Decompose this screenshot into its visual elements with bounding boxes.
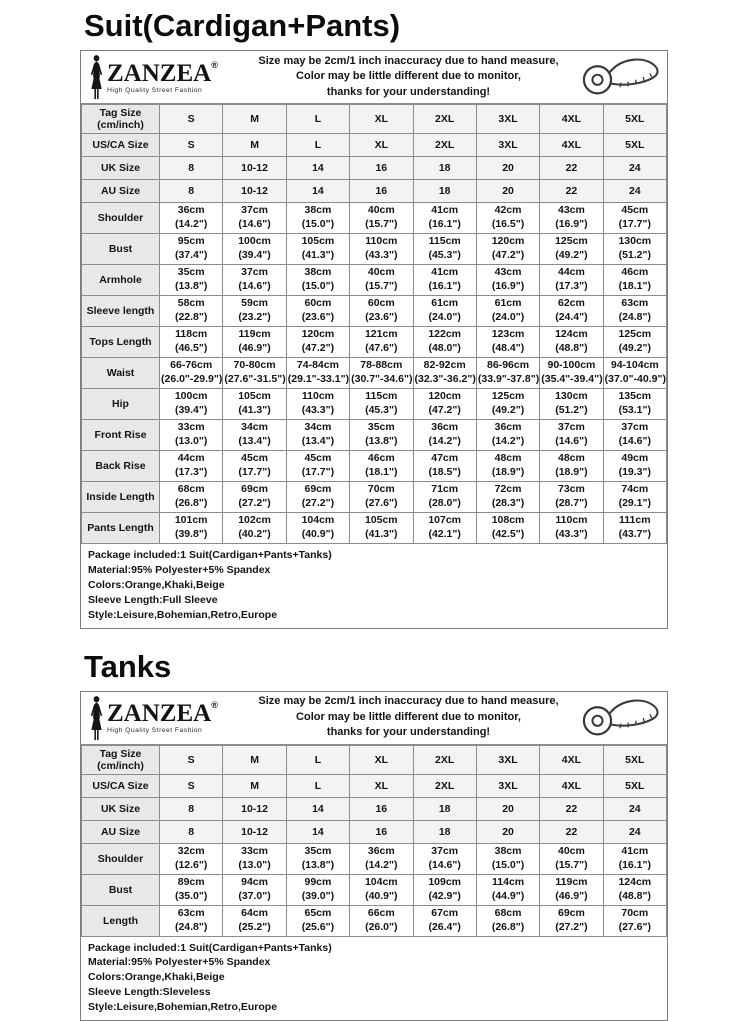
note-style: Style:Leisure,Bohemian,Retro,Europe <box>88 608 278 621</box>
note-sleeve-length: Sleeve Length:Full Sleeve <box>88 593 218 606</box>
size-value-cell: 2XL <box>413 105 476 134</box>
measurement-cell: 65cm (25.6") <box>286 905 349 936</box>
disclaimer-text <box>241 694 576 740</box>
size-system-row <box>82 180 667 203</box>
size-value-cell: S <box>160 745 223 774</box>
size-value-cell: 4XL <box>540 774 603 797</box>
measurement-cell: 61cm (24.0") <box>413 296 476 327</box>
measurement-cell: 111cm (43.7") <box>603 513 666 544</box>
size-value-cell: 16 <box>350 820 413 843</box>
tanks-size-table <box>81 745 667 937</box>
row-label: Length <box>82 905 160 936</box>
size-value-cell: 14 <box>286 157 349 180</box>
size-value-cell: S <box>160 134 223 157</box>
measurement-cell: 38cm (15.0") <box>476 843 539 874</box>
size-value-cell: 4XL <box>540 745 603 774</box>
row-label: Bust <box>82 234 160 265</box>
size-value-cell: L <box>286 105 349 134</box>
measurement-row <box>82 420 667 451</box>
size-value-cell: 18 <box>413 180 476 203</box>
size-value-cell: 3XL <box>476 134 539 157</box>
measurement-cell: 45cm (17.7") <box>286 451 349 482</box>
brand-banner <box>81 692 667 745</box>
measurement-cell: 118cm (46.5") <box>160 327 223 358</box>
row-label: Front Rise <box>82 420 160 451</box>
size-system-row <box>82 105 667 134</box>
measurement-cell: 70cm (27.6") <box>603 905 666 936</box>
size-value-cell: 2XL <box>413 774 476 797</box>
measurement-cell: 102cm (40.2") <box>223 513 286 544</box>
size-value-cell: 14 <box>286 820 349 843</box>
measurement-cell: 38cm (15.0") <box>286 203 349 234</box>
measurement-cell: 38cm (15.0") <box>286 265 349 296</box>
measurement-cell: 66-76cm (26.0"-29.9") <box>160 358 223 389</box>
measurement-cell: 100cm (39.4") <box>160 389 223 420</box>
row-label: US/CA Size <box>82 134 160 157</box>
measurement-row <box>82 482 667 513</box>
row-label: Bust <box>82 874 160 905</box>
measurement-cell: 49cm (19.3") <box>603 451 666 482</box>
measurement-cell: 37cm (14.6") <box>540 420 603 451</box>
measurement-cell: 105cm (41.3") <box>350 513 413 544</box>
measurement-cell: 36cm (14.2") <box>476 420 539 451</box>
measurement-cell: 125cm (49.2") <box>603 327 666 358</box>
measurement-cell: 34cm (13.4") <box>223 420 286 451</box>
measurement-cell: 74cm (29.1") <box>603 482 666 513</box>
measurement-cell: 119cm (46.9") <box>223 327 286 358</box>
size-value-cell: 5XL <box>603 105 666 134</box>
size-value-cell: 10-12 <box>223 797 286 820</box>
measurement-cell: 42cm (16.5") <box>476 203 539 234</box>
measurement-cell: 115cm (45.3") <box>413 234 476 265</box>
measurement-cell: 130cm (51.2") <box>603 234 666 265</box>
measurement-cell: 110cm (43.3") <box>350 234 413 265</box>
measurement-cell: 35cm (13.8") <box>286 843 349 874</box>
size-value-cell: L <box>286 745 349 774</box>
size-value-cell: XL <box>350 105 413 134</box>
note-sleeve-length: Sleeve Length:Sleveless <box>88 986 211 999</box>
size-value-cell: 5XL <box>603 774 666 797</box>
measurement-cell: 115cm (45.3") <box>350 389 413 420</box>
measurement-cell: 37cm (14.6") <box>603 420 666 451</box>
disclaimer-line: thanks for your understanding! <box>326 726 491 739</box>
measuring-tape-icon <box>576 54 662 100</box>
measurement-cell: 45cm (17.7") <box>603 203 666 234</box>
size-value-cell: 20 <box>476 157 539 180</box>
measurement-cell: 60cm (23.6") <box>350 296 413 327</box>
measurement-cell: 90-100cm (35.4"-39.4") <box>540 358 603 389</box>
measurement-cell: 37cm (14.6") <box>223 265 286 296</box>
measuring-tape-icon <box>576 695 662 741</box>
measurement-cell: 48cm (18.9") <box>540 451 603 482</box>
brand-tagline: High Quality Street Fashion <box>107 727 203 735</box>
disclaimer-line: Color may be little different due to monitor, <box>296 70 521 83</box>
measurement-cell: 35cm (13.8") <box>350 420 413 451</box>
size-value-cell: 20 <box>476 797 539 820</box>
size-value-cell: S <box>160 105 223 134</box>
measurement-cell: 105cm (41.3") <box>223 389 286 420</box>
row-label: UK Size <box>82 157 160 180</box>
note-material: Material:95% Polyester+5% Spandex <box>88 563 271 576</box>
measurement-cell: 32cm (12.6") <box>160 843 223 874</box>
measurement-row <box>82 389 667 420</box>
size-value-cell: M <box>223 105 286 134</box>
measurement-row <box>82 327 667 358</box>
size-value-cell: 24 <box>603 820 666 843</box>
size-value-cell: 8 <box>160 797 223 820</box>
measurement-cell: 78-88cm (30.7"-34.6") <box>350 358 413 389</box>
disclaimer-line: Color may be little different due to monitor, <box>296 710 521 723</box>
measurement-cell: 41cm (16.1") <box>603 843 666 874</box>
measurement-cell: 120cm (47.2") <box>286 327 349 358</box>
measurement-cell: 40cm (15.7") <box>350 265 413 296</box>
measurement-cell: 69cm (27.2") <box>540 905 603 936</box>
measurement-cell: 45cm (17.7") <box>223 451 286 482</box>
measurement-cell: 100cm (39.4") <box>223 234 286 265</box>
measurement-cell: 61cm (24.0") <box>476 296 539 327</box>
measurement-cell: 62cm (24.4") <box>540 296 603 327</box>
size-value-cell: 20 <box>476 820 539 843</box>
suit-product-notes <box>81 544 667 628</box>
measurement-cell: 122cm (48.0") <box>413 327 476 358</box>
size-system-row <box>82 157 667 180</box>
size-value-cell: 22 <box>540 157 603 180</box>
size-value-cell: 2XL <box>413 134 476 157</box>
row-label: UK Size <box>82 797 160 820</box>
size-value-cell: M <box>223 745 286 774</box>
measurement-cell: 58cm (22.8") <box>160 296 223 327</box>
measurement-cell: 124cm (48.8") <box>603 874 666 905</box>
disclaimer-line: Size may be 2cm/1 inch inaccuracy due to hand measure, <box>258 54 559 67</box>
suit-size-chart-panel <box>80 50 668 629</box>
measurement-cell: 63cm (24.8") <box>160 905 223 936</box>
size-value-cell: 3XL <box>476 105 539 134</box>
brand-text <box>107 701 218 734</box>
measurement-cell: 48cm (18.9") <box>476 451 539 482</box>
size-value-cell: 14 <box>286 797 349 820</box>
measurement-cell: 41cm (16.1") <box>413 265 476 296</box>
measurement-row <box>82 874 667 905</box>
note-package: Package included:1 Suit(Cardigan+Pants+Tanks) <box>88 549 332 561</box>
size-value-cell: 16 <box>350 797 413 820</box>
size-value-cell: 10-12 <box>223 157 286 180</box>
measurement-cell: 89cm (35.0") <box>160 874 223 905</box>
measurement-cell: 94cm (37.0") <box>223 874 286 905</box>
measurement-cell: 99cm (39.0") <box>286 874 349 905</box>
measurement-cell: 46cm (18.1") <box>350 451 413 482</box>
disclaimer-line: Size may be 2cm/1 inch inaccuracy due to hand measure, <box>258 695 559 708</box>
note-package: Package included:1 Suit(Cardigan+Pants+Tanks) <box>88 941 332 954</box>
registered-mark: ® <box>211 700 218 711</box>
size-value-cell: 18 <box>413 797 476 820</box>
measurement-cell: 135cm (53.1") <box>603 389 666 420</box>
measurement-cell: 64cm (25.2") <box>223 905 286 936</box>
measurement-cell: 68cm (26.8") <box>476 905 539 936</box>
measurement-cell: 71cm (28.0") <box>413 482 476 513</box>
size-value-cell: XL <box>350 774 413 797</box>
brand-banner <box>81 51 667 104</box>
row-label: Tag Size (cm/inch) <box>82 105 160 134</box>
row-label: Inside Length <box>82 482 160 513</box>
row-label: Back Rise <box>82 451 160 482</box>
measurement-cell: 107cm (42.1") <box>413 513 476 544</box>
row-label: AU Size <box>82 820 160 843</box>
brand-logo <box>81 695 241 741</box>
size-system-row <box>82 134 667 157</box>
measurement-cell: 94-104cm (37.0"-40.9") <box>603 358 666 389</box>
measurement-cell: 104cm (40.9") <box>350 874 413 905</box>
measurement-cell: 36cm (14.2") <box>413 420 476 451</box>
size-value-cell: L <box>286 134 349 157</box>
measurement-row <box>82 451 667 482</box>
measurement-cell: 123cm (48.4") <box>476 327 539 358</box>
size-value-cell: 5XL <box>603 745 666 774</box>
size-value-cell: 4XL <box>540 105 603 134</box>
row-label: Sleeve length <box>82 296 160 327</box>
disclaimer-line: thanks for your understanding! <box>326 85 491 98</box>
measurement-cell: 37cm (14.6") <box>223 203 286 234</box>
disclaimer-text <box>241 54 576 100</box>
size-value-cell: 5XL <box>603 134 666 157</box>
suit-size-table <box>81 104 667 544</box>
size-value-cell: 10-12 <box>223 180 286 203</box>
measurement-cell: 37cm (14.6") <box>413 843 476 874</box>
measurement-cell: 101cm (39.8") <box>160 513 223 544</box>
measurement-cell: 34cm (13.4") <box>286 420 349 451</box>
woman-silhouette-icon <box>88 695 105 741</box>
measurement-row <box>82 234 667 265</box>
measurement-row <box>82 513 667 544</box>
size-system-row <box>82 820 667 843</box>
row-label: AU Size <box>82 180 160 203</box>
size-value-cell: 24 <box>603 180 666 203</box>
measurement-cell: 125cm (49.2") <box>476 389 539 420</box>
brand-name: ZANZEA® <box>107 700 218 728</box>
measurement-row <box>82 265 667 296</box>
size-system-row <box>82 774 667 797</box>
measurement-cell: 40cm (15.7") <box>350 203 413 234</box>
size-system-row <box>82 745 667 774</box>
measurement-cell: 36cm (14.2") <box>160 203 223 234</box>
size-value-cell: 22 <box>540 797 603 820</box>
page-title-tanks: Tanks <box>84 648 172 684</box>
note-colors: Colors:Orange,Khaki,Beige <box>88 971 225 984</box>
size-value-cell: M <box>223 774 286 797</box>
size-value-cell: 20 <box>476 180 539 203</box>
measurement-row <box>82 203 667 234</box>
measurement-cell: 35cm (13.8") <box>160 265 223 296</box>
row-label: Tops Length <box>82 327 160 358</box>
measurement-cell: 130cm (51.2") <box>540 389 603 420</box>
size-value-cell: L <box>286 774 349 797</box>
tanks-product-notes <box>81 937 667 1021</box>
measurement-cell: 69cm (27.2") <box>286 482 349 513</box>
size-value-cell: 14 <box>286 180 349 203</box>
measurement-cell: 43cm (16.9") <box>540 203 603 234</box>
measurement-row <box>82 296 667 327</box>
measurement-cell: 82-92cm (32.3"-36.2") <box>413 358 476 389</box>
row-label: Hip <box>82 389 160 420</box>
measurement-cell: 114cm (44.9") <box>476 874 539 905</box>
size-value-cell: S <box>160 774 223 797</box>
measurement-cell: 63cm (24.8") <box>603 296 666 327</box>
registered-mark: ® <box>211 59 218 70</box>
brand-name: ZANZEA® <box>107 59 218 87</box>
measurement-cell: 73cm (28.7") <box>540 482 603 513</box>
size-system-row <box>82 797 667 820</box>
measurement-cell: 109cm (42.9") <box>413 874 476 905</box>
measurement-cell: 86-96cm (33.9"-37.8") <box>476 358 539 389</box>
measurement-row <box>82 843 667 874</box>
measurement-cell: 43cm (16.9") <box>476 265 539 296</box>
measurement-cell: 104cm (40.9") <box>286 513 349 544</box>
note-material: Material:95% Polyester+5% Spandex <box>88 956 271 969</box>
row-label: Shoulder <box>82 203 160 234</box>
measurement-cell: 44cm (17.3") <box>160 451 223 482</box>
brand-tagline: High Quality Street Fashion <box>107 86 203 94</box>
measurement-cell: 46cm (18.1") <box>603 265 666 296</box>
page-title-suit: Suit(Cardigan+Pants) <box>84 8 401 43</box>
measurement-cell: 41cm (16.1") <box>413 203 476 234</box>
measurement-cell: 119cm (46.9") <box>540 874 603 905</box>
size-value-cell: M <box>223 134 286 157</box>
measurement-cell: 33cm (13.0") <box>223 843 286 874</box>
size-value-cell: 8 <box>160 180 223 203</box>
size-value-cell: 24 <box>603 797 666 820</box>
measurement-cell: 121cm (47.6") <box>350 327 413 358</box>
measurement-cell: 70cm (27.6") <box>350 482 413 513</box>
measurement-row <box>82 905 667 936</box>
size-value-cell: 2XL <box>413 745 476 774</box>
measurement-cell: 110cm (43.3") <box>286 389 349 420</box>
measurement-cell: 44cm (17.3") <box>540 265 603 296</box>
measurement-cell: 74-84cm (29.1"-33.1") <box>286 358 349 389</box>
measurement-cell: 108cm (42.5") <box>476 513 539 544</box>
size-value-cell: 18 <box>413 157 476 180</box>
measurement-cell: 72cm (28.3") <box>476 482 539 513</box>
row-label: Armhole <box>82 265 160 296</box>
size-value-cell: 16 <box>350 157 413 180</box>
row-label: US/CA Size <box>82 774 160 797</box>
size-value-cell: 4XL <box>540 134 603 157</box>
size-value-cell: 8 <box>160 157 223 180</box>
row-label: Shoulder <box>82 843 160 874</box>
measurement-cell: 36cm (14.2") <box>350 843 413 874</box>
size-value-cell: 22 <box>540 180 603 203</box>
measurement-cell: 124cm (48.8") <box>540 327 603 358</box>
row-label: Waist <box>82 358 160 389</box>
measurement-cell: 60cm (23.6") <box>286 296 349 327</box>
size-value-cell: XL <box>350 745 413 774</box>
row-label: Tag Size (cm/inch) <box>82 745 160 774</box>
brand-text <box>107 61 218 94</box>
size-value-cell: 18 <box>413 820 476 843</box>
measurement-cell: 68cm (26.8") <box>160 482 223 513</box>
size-value-cell: 3XL <box>476 774 539 797</box>
measurement-row <box>82 358 667 389</box>
measurement-cell: 125cm (49.2") <box>540 234 603 265</box>
measurement-cell: 40cm (15.7") <box>540 843 603 874</box>
size-value-cell: 16 <box>350 180 413 203</box>
note-colors: Colors:Orange,Khaki,Beige <box>88 578 225 591</box>
size-value-cell: 3XL <box>476 745 539 774</box>
measurement-cell: 105cm (41.3") <box>286 234 349 265</box>
measurement-cell: 120cm (47.2") <box>413 389 476 420</box>
size-value-cell: XL <box>350 134 413 157</box>
measurement-cell: 69cm (27.2") <box>223 482 286 513</box>
size-value-cell: 22 <box>540 820 603 843</box>
measurement-cell: 110cm (43.3") <box>540 513 603 544</box>
measurement-cell: 47cm (18.5") <box>413 451 476 482</box>
measurement-cell: 120cm (47.2") <box>476 234 539 265</box>
measurement-cell: 59cm (23.2") <box>223 296 286 327</box>
measurement-cell: 66cm (26.0") <box>350 905 413 936</box>
size-value-cell: 24 <box>603 157 666 180</box>
measurement-cell: 95cm (37.4") <box>160 234 223 265</box>
measurement-cell: 33cm (13.0") <box>160 420 223 451</box>
measurement-cell: 67cm (26.4") <box>413 905 476 936</box>
size-value-cell: 10-12 <box>223 820 286 843</box>
size-value-cell: 8 <box>160 820 223 843</box>
brand-logo <box>81 54 241 100</box>
note-style: Style:Leisure,Bohemian,Retro,Europe <box>88 1001 278 1014</box>
woman-silhouette-icon <box>88 54 105 100</box>
row-label: Pants Length <box>82 513 160 544</box>
tanks-size-chart-panel <box>80 691 668 1021</box>
measurement-cell: 70-80cm (27.6"-31.5") <box>223 358 286 389</box>
